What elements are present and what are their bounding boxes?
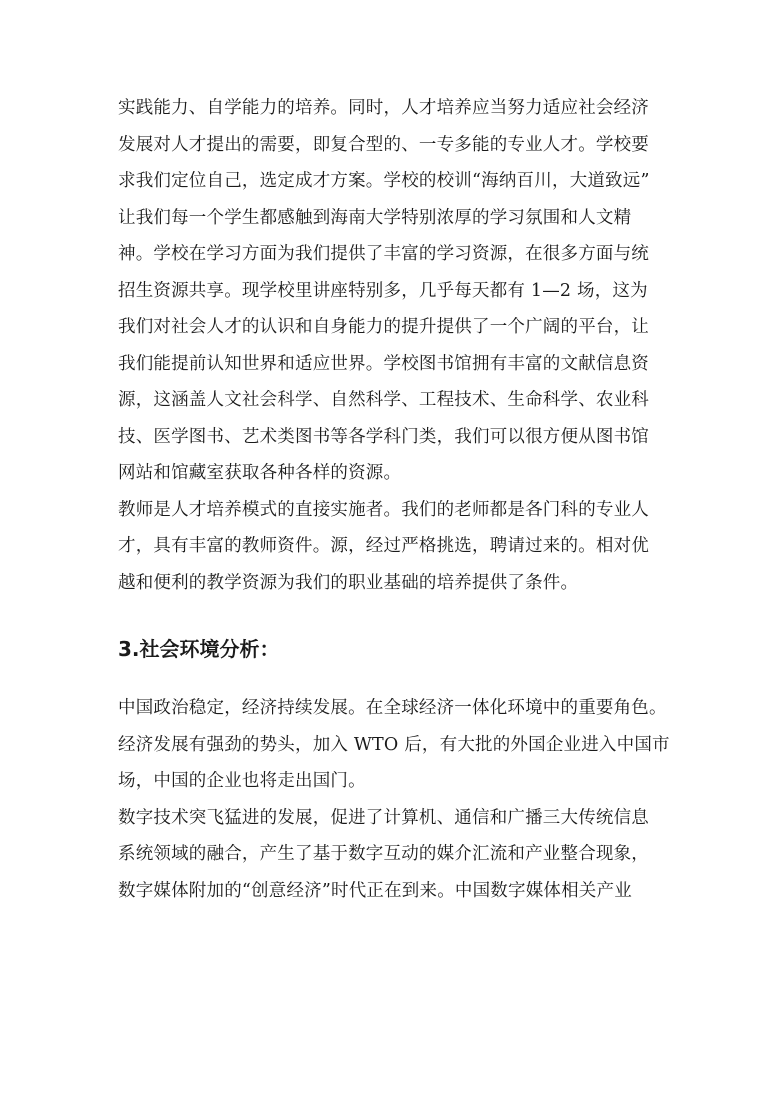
text-line: 越和便利的教学资源为我们的职业基础的培养提供了条件。 <box>118 572 579 593</box>
text-line: 我们能提前认知世界和适应世界。学校图书馆拥有丰富的文献信息资 <box>118 353 649 374</box>
text-line: 神。学校在学习方面为我们提供了丰富的学习资源，在很多方面与统 <box>118 244 649 264</box>
section-heading: 3.社会环境分析： <box>118 637 280 661</box>
text-line: 教师是人才培养模式的直接实施者。我们的老师都是各门科的专业人 <box>118 499 649 520</box>
text-line: 发展对人才提出的需要，即复合型的、一专多能的专业人才。学校要 <box>118 134 649 155</box>
text-line: 招生资源共享。现学校里讲座特别多，几乎每天都有 1—2 场，这为 <box>118 280 648 301</box>
text-line: 技、医学图书、艺术类图书等各学科门类，我们可以很方便从图书馆 <box>118 426 649 447</box>
paragraph-digital-media <box>118 800 663 910</box>
paragraph-teachers <box>118 492 663 602</box>
paragraph-china-economy <box>118 690 670 800</box>
text-line: 我们对社会人才的认识和自身能力的提升提供了一个广阔的平台，让 <box>118 317 649 337</box>
text-line: 让我们每一个学生都感触到海南大学特别浓厚的学习氛围和人文精 <box>118 207 632 228</box>
document-page <box>118 90 670 909</box>
text-line: 网站和馆藏室获取各种各样的资源。 <box>118 463 402 483</box>
paragraph-school-resources <box>118 90 663 492</box>
text-line: 经济发展有强劲的势头，加入 WTO 后，有大批的外国企业进入中国市 <box>118 734 670 755</box>
text-line: 中国政治稳定，经济持续发展。在全球经济一体化环境中的重要角色。 <box>118 698 667 718</box>
text-line: 数字媒体附加的“创意经济”时代正在到来。中国数字媒体相关产业 <box>118 880 632 901</box>
text-line: 场，中国的企业也将走出国门。 <box>118 771 366 791</box>
text-line: 才，具有丰富的教师资件。源，经过严格挑选，聘请过来的。相对优 <box>118 536 649 556</box>
text-line: 求我们定位自己，选定成才方案。学校的校训“海纳百川，大道致远” <box>118 171 650 191</box>
text-line: 实践能力、自学能力的培养。同时，人才培养应当努力适应社会经济 <box>118 98 649 118</box>
text-line: 系统领域的融合，产生了基于数字互动的媒介汇流和产业整合现象， <box>118 844 649 864</box>
text-line: 源，这涵盖人文社会科学、自然科学、工程技术、生命科学、农业科 <box>118 390 649 410</box>
text-line: 数字技术突飞猛进的发展，促进了计算机、通信和广播三大传统信息 <box>118 807 649 828</box>
